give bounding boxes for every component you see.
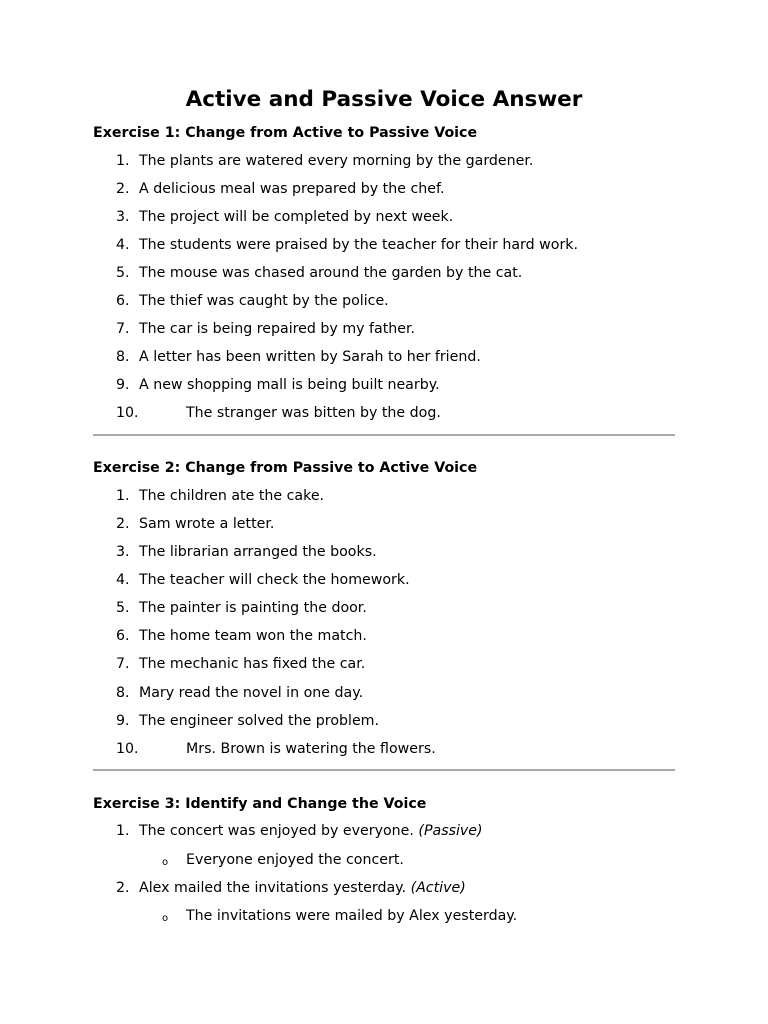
horizontal-divider — [93, 434, 675, 436]
circle-bullet-icon: o — [162, 857, 169, 868]
exercise-3-heading: Exercise 3: Identify and Change the Voice — [93, 796, 427, 812]
item-text: The librarian arranged the books. — [139, 544, 377, 560]
item-number: 3. — [116, 209, 130, 225]
item-number: 6. — [116, 293, 130, 309]
item-number: 5. — [116, 265, 130, 281]
item-text: The mechanic has fixed the car. — [139, 656, 366, 672]
item-text: The project will be completed by next week. — [139, 209, 454, 225]
item-text: The engineer solved the problem. — [139, 713, 380, 729]
item-sentence: The concert was enjoyed by everyone. — [139, 823, 414, 839]
exercise-1-heading: Exercise 1: Change from Active to Passive Voice — [93, 125, 478, 141]
item-text: The children ate the cake. — [139, 488, 325, 504]
item-number: 6. — [116, 628, 130, 644]
item-text: Mary read the novel in one day. — [139, 685, 364, 701]
item-text: The stranger was bitten by the dog. — [186, 405, 441, 421]
page-title: Active and Passive Voice Answer — [185, 87, 583, 112]
item-text: The car is being repaired by my father. — [139, 321, 416, 337]
item-text: The teacher will check the homework. — [139, 572, 410, 588]
item-text: Mrs. Brown is watering the flowers. — [186, 741, 436, 757]
item-number: 7. — [116, 656, 130, 672]
answer-text: Everyone enjoyed the concert. — [186, 852, 404, 868]
item-sentence: Alex mailed the invitations yesterday. — [139, 880, 407, 896]
item-number: 1. — [116, 823, 130, 839]
item-text — [139, 822, 483, 840]
item-number: 8. — [116, 349, 130, 365]
item-number: 2. — [116, 181, 130, 197]
exercise-2-heading: Exercise 2: Change from Passive to Active Voice — [93, 460, 478, 476]
item-number: 10. — [116, 405, 139, 421]
item-number: 4. — [116, 237, 130, 253]
item-number: 7. — [116, 321, 130, 337]
voice-tag: (Passive) — [418, 823, 483, 839]
item-text: The thief was caught by the police. — [139, 293, 389, 309]
voice-tag: (Active) — [410, 880, 466, 896]
item-number: 9. — [116, 377, 130, 393]
item-text: Sam wrote a letter. — [139, 516, 275, 532]
item-text: A delicious meal was prepared by the chef. — [139, 181, 445, 197]
item-number: 9. — [116, 713, 130, 729]
item-text — [139, 879, 466, 897]
item-number: 1. — [116, 488, 130, 504]
item-text: A letter has been written by Sarah to her friend. — [139, 349, 481, 365]
item-number: 1. — [116, 153, 130, 169]
item-number: 2. — [116, 516, 130, 532]
horizontal-divider — [93, 769, 675, 771]
item-text: The plants are watered every morning by the gardener. — [139, 153, 534, 169]
answer-text: The invitations were mailed by Alex yesterday. — [186, 908, 518, 924]
item-number: 4. — [116, 572, 130, 588]
item-text: A new shopping mall is being built nearby. — [139, 377, 440, 393]
item-number: 3. — [116, 544, 130, 560]
item-text: The mouse was chased around the garden by the cat. — [139, 265, 523, 281]
item-text: The students were praised by the teacher for their hard work. — [139, 237, 579, 253]
item-text: The home team won the match. — [139, 628, 367, 644]
circle-bullet-icon: o — [162, 913, 169, 924]
item-number: 8. — [116, 685, 130, 701]
item-number: 10. — [116, 741, 139, 757]
item-text: The painter is painting the door. — [139, 600, 367, 616]
item-number: 5. — [116, 600, 130, 616]
item-number: 2. — [116, 880, 130, 896]
